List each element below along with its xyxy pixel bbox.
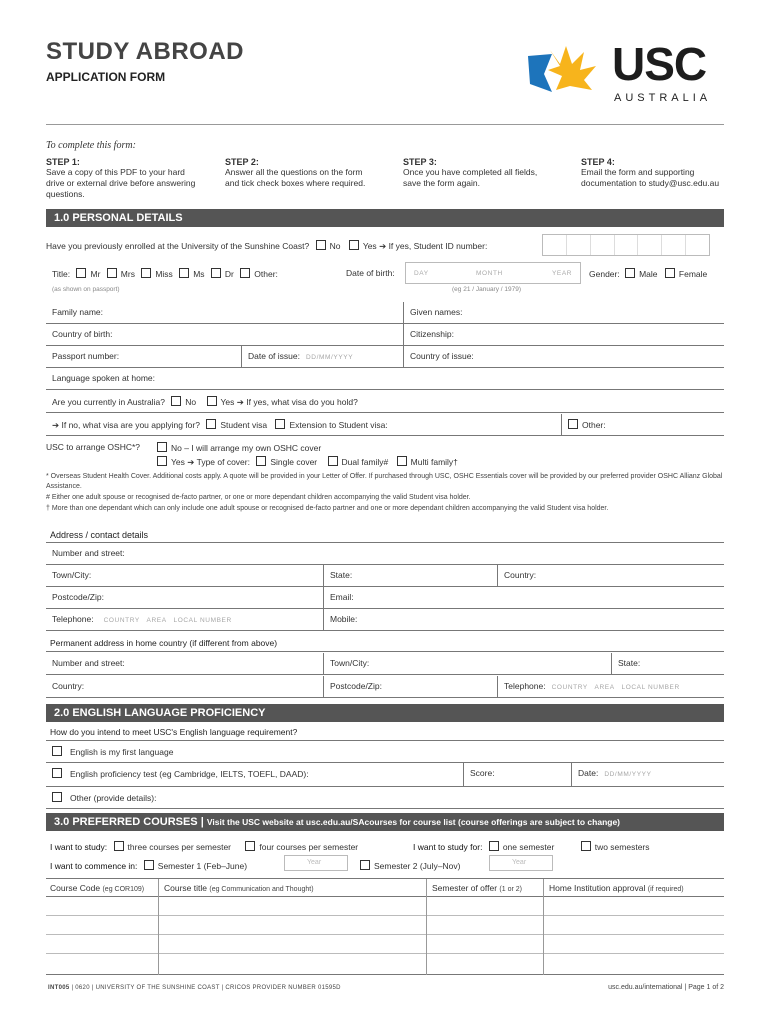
study-duration-row: [413, 841, 650, 852]
family-given-row: [46, 302, 724, 324]
title-ms: Ms: [193, 269, 205, 279]
cover-type-label: Type of cover:: [196, 457, 250, 467]
date-of-issue-field[interactable]: [242, 346, 404, 368]
telephone-hint: COUNTRY AREA LOCAL NUMBER: [103, 617, 232, 624]
study-duration-label: I want to study for:: [413, 842, 483, 852]
telephone-label: Telephone:: [52, 614, 94, 624]
col-semester: [432, 883, 522, 893]
dob-month: MONTH: [476, 270, 503, 277]
col-divider: [543, 879, 544, 975]
in-australia-no: No: [185, 397, 197, 407]
perm-postcode-label: Postcode/Zip:: [330, 681, 382, 691]
english-first-checkbox[interactable]: [52, 746, 62, 756]
title-mrs-checkbox[interactable]: [107, 268, 117, 278]
title-ms-checkbox[interactable]: [179, 268, 189, 278]
enrolled-no-label: No: [329, 241, 341, 251]
col-approval: [549, 883, 684, 893]
mobile-label: Mobile:: [330, 614, 358, 624]
one-semester-checkbox[interactable]: [489, 841, 499, 851]
date-of-issue-hint: DD/MM/YYYY: [305, 354, 354, 361]
three-courses-checkbox[interactable]: [114, 841, 124, 851]
step-4-text: Email the form and supporting documentation to study@usc.edu.au: [581, 167, 720, 188]
language-label: Language spoken at home:: [52, 373, 156, 383]
single-cover-label: Single cover: [270, 457, 318, 467]
oshc-no-row: [157, 442, 321, 453]
english-date-hint: DD/MM/YYYY: [604, 771, 652, 778]
address-phone-row: [46, 609, 724, 631]
oshc-question: USC to arrange OSHC*?: [46, 442, 141, 452]
form-subtitle: APPLICATION FORM: [46, 70, 166, 84]
address-postcode-row: [46, 587, 724, 609]
english-date-label: Date:: [578, 768, 599, 778]
step-1: [46, 157, 196, 200]
in-australia-row: [46, 391, 724, 413]
enrolled-question: [46, 240, 487, 252]
section-preferred-courses: [46, 813, 724, 831]
dob-example: (eg 21 / January / 1979): [452, 286, 522, 293]
mobile-field[interactable]: [324, 609, 724, 631]
col-approval-hint: (if required): [647, 886, 684, 893]
in-australia-yes-checkbox[interactable]: [207, 396, 217, 406]
english-other-field[interactable]: [46, 787, 724, 809]
perm-telephone-label: Telephone:: [504, 681, 546, 691]
study-load-label: I want to study:: [50, 842, 108, 852]
footer-right: [608, 984, 724, 991]
footer-sep: |: [91, 985, 96, 991]
gender-female-checkbox[interactable]: [665, 268, 675, 278]
country-of-birth-field[interactable]: [46, 324, 404, 346]
perm-telephone-field[interactable]: [498, 676, 724, 698]
step-2: [225, 157, 375, 189]
visa-apply-field: [46, 414, 562, 436]
header-divider: [46, 124, 724, 125]
course-row[interactable]: [46, 935, 724, 954]
multi-footnote: † More than one dependant which can only include one adult spouse or recognised de-facto partner and one or more dependant children accompanying the valid Student visa holder.: [46, 505, 609, 512]
family-name-field[interactable]: [46, 302, 404, 324]
oshc-footnote: * Overseas Student Health Cover. Additional costs apply. A quote will be provided in your Letter of Offer. If purchased through USC, OSHC Essentials cover will be provided by our preferred provider OSHC Allianz Global Assistance.: [46, 473, 723, 490]
courses-table: [46, 878, 724, 974]
semester1-year-hint: Year: [307, 859, 322, 866]
title-other: Other:: [254, 269, 278, 279]
given-names-label: Given names:: [410, 307, 463, 317]
col-course-code-label: Course Code: [50, 883, 101, 893]
as-shown-note: (as shown on passport): [52, 286, 120, 293]
address-city-row: [46, 565, 724, 587]
street-label: Number and street:: [52, 548, 125, 558]
multi-family-label: Multi family†: [410, 457, 458, 467]
section-english-proficiency: 2.0 ENGLISH LANGUAGE PROFICIENCY: [46, 704, 724, 722]
four-courses-label: four courses per semester: [259, 842, 359, 852]
oshc-yes-label: Yes: [171, 457, 185, 467]
dob-day: DAY: [414, 270, 429, 277]
country-of-issue-label: Country of issue:: [410, 351, 474, 361]
single-cover-checkbox[interactable]: [256, 456, 266, 466]
col-semester-hint: (1 or 2): [499, 886, 522, 893]
language-row: [46, 368, 724, 390]
title-mr: Mr: [90, 269, 101, 279]
dob-label: Date of birth:: [346, 268, 395, 278]
visa-apply-row: [46, 414, 724, 436]
city-label: Town/City:: [52, 570, 92, 580]
visa-apply-label: If no, what visa are you applying for?: [61, 420, 200, 430]
footer-sep: |: [221, 985, 226, 991]
semester2-year-input[interactable]: [489, 855, 553, 871]
country-of-birth-label: Country of birth:: [52, 329, 113, 339]
footer-url[interactable]: usc.edu.au/international: [608, 984, 683, 991]
english-first-field[interactable]: [46, 741, 724, 763]
student-visa-label: Student visa: [220, 420, 268, 430]
usc-logo: [526, 40, 726, 106]
passport-number-label: Passport number:: [52, 351, 120, 361]
city-field[interactable]: [46, 565, 324, 587]
oshc-no-checkbox[interactable]: [157, 442, 167, 452]
footer-university: UNIVERSITY OF THE SUNSHINE COAST: [95, 985, 220, 991]
visa-other-label: Other:: [582, 420, 606, 430]
semester2-row: [360, 860, 460, 871]
email-field[interactable]: [324, 587, 724, 609]
perm-state-label: State:: [618, 658, 641, 668]
form-title: STUDY ABROAD: [46, 38, 245, 65]
courses-title-extra: Visit the USC website at usc.edu.au/SAcourses for course list (course offerings are subject to change): [206, 817, 621, 827]
step-3-label: STEP 3:: [403, 157, 437, 167]
title-mrs: Mrs: [120, 269, 135, 279]
english-test-checkbox[interactable]: [52, 768, 62, 778]
title-row: [52, 268, 278, 279]
enrolled-no-checkbox[interactable]: [316, 240, 326, 250]
title-miss: Miss: [155, 269, 173, 279]
gender-row: [589, 268, 707, 279]
family-name-label: Family name:: [52, 307, 104, 317]
footer-date: 0620: [75, 985, 90, 991]
arrow-icon: ➔: [379, 241, 387, 251]
perm-top-rule: [46, 651, 724, 652]
state-field[interactable]: [324, 565, 498, 587]
postcode-field[interactable]: [46, 587, 324, 609]
perm-country-label: Country:: [52, 681, 85, 691]
title-dr: Dr: [224, 269, 234, 279]
english-other-row: [46, 787, 724, 809]
country-label: Country:: [504, 570, 537, 580]
english-other-label: Other (provide details):: [70, 793, 157, 803]
title-label: Title:: [52, 269, 71, 279]
english-other-checkbox[interactable]: [52, 792, 62, 802]
footer-sep: |: [71, 985, 76, 991]
visa-other-checkbox[interactable]: [568, 419, 578, 429]
arrow-icon: ➔: [187, 457, 195, 467]
col-course-title-hint: (eg Communication and Thought): [209, 886, 314, 893]
perm-postcode-field[interactable]: [324, 676, 498, 698]
citizenship-field[interactable]: [404, 324, 724, 346]
arrow-icon: ➔: [236, 397, 244, 407]
extension-visa-checkbox[interactable]: [275, 419, 285, 429]
english-first-label: English is my first language: [70, 747, 174, 757]
english-first-row: [46, 741, 724, 763]
semester1-checkbox[interactable]: [144, 860, 154, 870]
student-id-input[interactable]: [542, 234, 710, 256]
english-date-field[interactable]: [572, 763, 724, 787]
oshc-yes-row: [157, 456, 458, 468]
date-of-issue-label: Date of issue:: [248, 351, 300, 361]
street-field[interactable]: [46, 543, 724, 565]
dual-footnote: # Either one adult spouse or recognised de-facto partner, or one or more dependant children accompanying the valid Student visa holder.: [46, 494, 471, 501]
gender-label: Gender:: [589, 269, 620, 279]
logo-text: USC: [612, 38, 707, 90]
oshc-no-label: No – I will arrange my own OSHC cover: [171, 443, 322, 453]
two-semesters-label: two semesters: [594, 842, 650, 852]
oshc-yes-checkbox[interactable]: [157, 456, 167, 466]
instructions-heading: To complete this form:: [46, 140, 136, 151]
english-test-row: [46, 763, 724, 787]
col-course-title-label: Course title: [164, 883, 207, 893]
perm-street-row: [46, 653, 724, 675]
perm-telephone-hint: COUNTRY AREA LOCAL NUMBER: [551, 684, 680, 691]
passport-number-field[interactable]: [46, 346, 242, 368]
perm-street-label: Number and street:: [52, 658, 125, 668]
multi-family-checkbox[interactable]: [397, 456, 407, 466]
semester2-label: Semester 2 (July–Nov): [374, 861, 461, 871]
one-semester-label: one semester: [502, 842, 555, 852]
title-mr-checkbox[interactable]: [76, 268, 86, 278]
gender-male-checkbox[interactable]: [625, 268, 635, 278]
three-courses-label: three courses per semester: [127, 842, 232, 852]
col-course-code-hint: (eg COR109): [102, 886, 145, 893]
step-3-text: Once you have completed all fields, save the form again.: [403, 167, 538, 188]
step-4-label: STEP 4:: [581, 157, 615, 167]
commence-row: [50, 860, 247, 871]
footer-cricos: CRICOS PROVIDER NUMBER 01595D: [225, 985, 341, 991]
footer-left: [48, 985, 341, 991]
footer-code: INT005: [48, 985, 70, 991]
country-of-issue-field[interactable]: [404, 346, 724, 368]
dual-family-label: Dual family#: [341, 457, 389, 467]
in-australia-no-checkbox[interactable]: [171, 396, 181, 406]
visa-other-field[interactable]: [562, 414, 724, 436]
score-field[interactable]: [464, 763, 572, 787]
dob-input[interactable]: [405, 262, 581, 284]
semester2-year-hint: Year: [512, 859, 527, 866]
gender-female: Female: [678, 269, 708, 279]
dob-year: YEAR: [552, 270, 573, 277]
perm-state-field[interactable]: [612, 653, 724, 675]
english-test-field[interactable]: [46, 763, 464, 787]
courses-header-row: [46, 879, 724, 897]
in-australia-label: Are you currently in Australia?: [52, 397, 165, 407]
col-divider: [426, 879, 427, 975]
footer-sep: |: [684, 984, 689, 991]
perm-city-label: Town/City:: [330, 658, 370, 668]
arrow-icon: ➔: [52, 420, 60, 430]
logo-subtext: AUSTRALIA: [614, 92, 712, 104]
title-miss-checkbox[interactable]: [141, 268, 151, 278]
title-dr-checkbox[interactable]: [211, 268, 221, 278]
address-street-row: [46, 543, 724, 565]
language-field[interactable]: [46, 368, 724, 390]
passport-row: [46, 346, 724, 368]
perm-country-field[interactable]: [46, 676, 324, 698]
footer-page: Page 1 of 2: [688, 984, 724, 991]
col-divider: [158, 879, 159, 975]
section-personal-details: 1.0 PERSONAL DETAILS: [46, 209, 724, 227]
step-2-label: STEP 2:: [225, 157, 259, 167]
step-1-label: STEP 1:: [46, 157, 80, 167]
enrolled-yes-label: Yes: [362, 241, 377, 251]
birth-citizen-row: [46, 324, 724, 346]
course-row[interactable]: [46, 916, 724, 935]
current-visa-label: If yes, what visa do you hold?: [246, 397, 358, 407]
title-other-checkbox[interactable]: [240, 268, 250, 278]
title-separator: |: [200, 816, 207, 828]
semester2-checkbox[interactable]: [360, 860, 370, 870]
enrolled-yes-checkbox[interactable]: [349, 240, 359, 250]
gender-male: Male: [639, 269, 658, 279]
col-semester-label: Semester of offer: [432, 883, 498, 893]
email-label: Email:: [330, 592, 354, 602]
extension-visa-label: Extension to Student visa:: [289, 420, 388, 430]
english-question: How do you intend to meet USC's English language requirement?: [50, 727, 298, 737]
given-names-field[interactable]: [404, 302, 724, 324]
state-label: State:: [330, 570, 353, 580]
step-1-text: Save a copy of this PDF to your hard drive or external drive before answering questions.: [46, 167, 196, 199]
courses-title: 3.0 PREFERRED COURSES: [54, 816, 198, 828]
in-australia-field: [46, 391, 724, 413]
semester1-year-input[interactable]: [284, 855, 348, 871]
citizenship-label: Citizenship:: [410, 329, 454, 339]
perm-street-field[interactable]: [46, 653, 324, 675]
course-row[interactable]: [46, 897, 724, 916]
perm-country-row: [46, 676, 724, 698]
step-3: [403, 157, 553, 189]
permanent-address-heading: Permanent address in home country (if different from above): [50, 638, 278, 648]
course-row[interactable]: [46, 954, 724, 975]
usc-logo-icon: [526, 44, 610, 94]
semester1-label: Semester 1 (Feb–June): [157, 861, 248, 871]
col-approval-label: Home Institution approval: [549, 883, 646, 893]
country-field[interactable]: [498, 565, 724, 587]
col-course-title: [164, 883, 314, 893]
commence-label: I want to commence in:: [50, 861, 138, 871]
postcode-label: Postcode/Zip:: [52, 592, 104, 602]
perm-city-field[interactable]: [324, 653, 612, 675]
col-course-code: [50, 883, 144, 893]
study-load-row: [50, 841, 358, 852]
enrolled-label: Have you previously enrolled at the University of the Sunshine Coast?: [46, 241, 310, 251]
student-id-label: If yes, Student ID number:: [388, 241, 488, 251]
telephone-field[interactable]: [46, 609, 324, 631]
score-label: Score:: [470, 768, 495, 778]
english-test-label: English proficiency test (eg Cambridge, IELTS, TOEFL, DAAD):: [70, 769, 309, 779]
step-4: [581, 157, 726, 189]
four-courses-checkbox[interactable]: [245, 841, 255, 851]
step-2-text: Answer all the questions on the form and tick check boxes where required.: [225, 167, 366, 188]
dual-family-checkbox[interactable]: [328, 456, 338, 466]
student-visa-checkbox[interactable]: [206, 419, 216, 429]
two-semesters-checkbox[interactable]: [581, 841, 591, 851]
address-heading: Address / contact details: [50, 530, 149, 540]
in-australia-yes: Yes: [220, 397, 235, 407]
